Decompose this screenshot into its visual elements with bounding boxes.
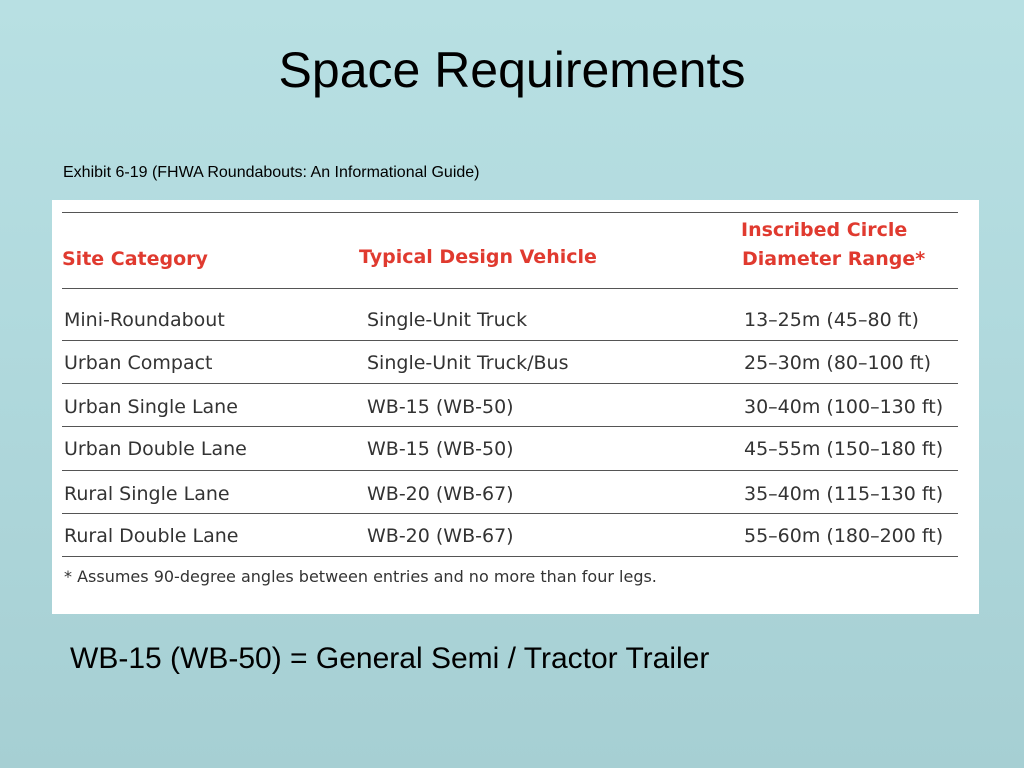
cell-range: 30–40m (100–130 ft) [744, 396, 944, 418]
cell-vehicle: WB-15 (WB-50) [367, 396, 514, 418]
cell-vehicle: WB-20 (WB-67) [367, 483, 514, 505]
cell-range: 45–55m (150–180 ft) [744, 438, 944, 460]
cell-site: Rural Double Lane [64, 525, 239, 547]
cell-site: Mini-Roundabout [64, 309, 225, 331]
header-design-vehicle: Typical Design Vehicle [359, 246, 597, 268]
cell-vehicle: WB-20 (WB-67) [367, 525, 514, 547]
cell-vehicle: Single-Unit Truck/Bus [367, 352, 569, 374]
cell-range: 25–30m (80–100 ft) [744, 352, 932, 374]
table-top-rule [62, 212, 958, 213]
table-bottom-rule [62, 556, 958, 557]
row-rule [62, 383, 958, 384]
header-bottom-rule [62, 288, 958, 289]
cell-site: Urban Double Lane [64, 438, 247, 460]
cell-site: Rural Single Lane [64, 483, 230, 505]
row-rule [62, 470, 958, 471]
vehicle-definition-note: WB-15 (WB-50) = General Semi / Tractor Trailer [70, 642, 710, 675]
slide-title: Space Requirements [278, 42, 746, 98]
row-rule [62, 340, 958, 341]
header-site-category: Site Category [62, 248, 208, 270]
cell-site: Urban Single Lane [64, 396, 238, 418]
header-diameter-line1: Inscribed Circle [741, 219, 908, 241]
row-rule [62, 513, 958, 514]
cell-vehicle: Single-Unit Truck [367, 309, 528, 331]
exhibit-caption: Exhibit 6-19 (FHWA Roundabouts: An Informational Guide) [63, 164, 480, 181]
table-footnote: * Assumes 90-degree angles between entries and no more than four legs. [64, 567, 657, 586]
cell-vehicle: WB-15 (WB-50) [367, 438, 514, 460]
cell-range: 55–60m (180–200 ft) [744, 525, 944, 547]
header-diameter-line2: Diameter Range* [742, 248, 926, 270]
space-requirements-table [52, 200, 979, 614]
cell-site: Urban Compact [64, 352, 213, 374]
cell-range: 13–25m (45–80 ft) [744, 309, 919, 331]
cell-range: 35–40m (115–130 ft) [744, 483, 944, 505]
row-rule [62, 426, 958, 427]
